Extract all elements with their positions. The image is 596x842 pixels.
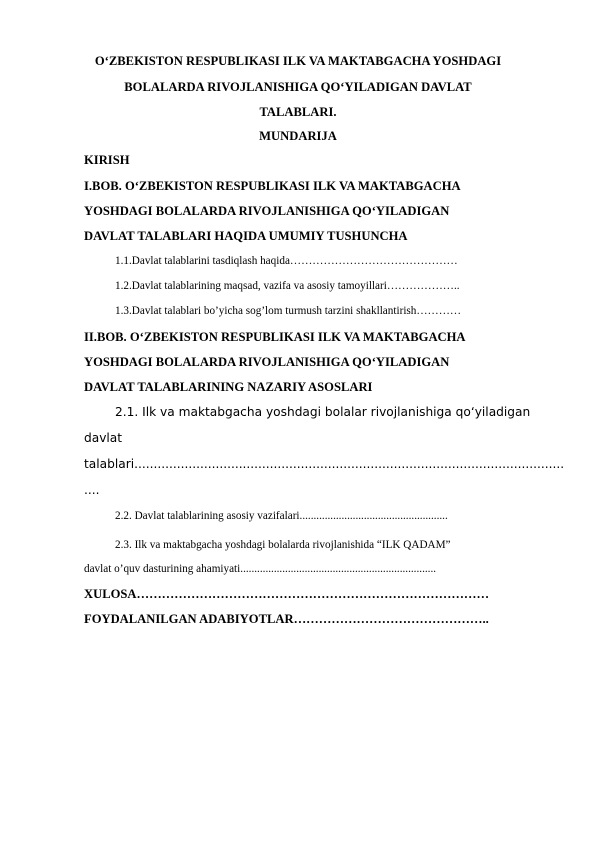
toc-chapter-1-line-3: DAVLAT TALABLARI HAQIDA UMUMIY TUSHUNCHA	[84, 229, 408, 243]
toc-references: FOYDALANILGAN ADABIYOTLAR………………………………………..	[84, 612, 489, 626]
toc-item-2-1-line-3: talablari...............................................................................................................	[84, 457, 565, 471]
toc-chapter-2-line-3: DAVLAT TALABLARINING NAZARIY ASOSLARI	[84, 380, 373, 394]
document-title-line-2: BOLALARDA RIVOJLANISHIGA QO‘YILADIGAN DAVLAT	[124, 80, 472, 94]
toc-item-2-3-line-1: 2.3. Ilk va maktabgacha yoshdagi bolalarda rivojlanishida “ILK QADAM”	[115, 539, 451, 551]
toc-item-1-2: 1.2.Davlat talablarining maqsad, vazifa va asosiy tamoyillari………………..	[115, 280, 460, 292]
toc-chapter-2-line-1: II.BOB. O‘ZBEKISTON RESPUBLIKASI ILK VA MAKTABGACHA	[84, 330, 466, 344]
document-title-line-3: TALABLARI.	[259, 105, 337, 119]
toc-item-1-1: 1.1.Davlat talablarini tasdiqlash haqida………………………………………	[115, 255, 458, 267]
toc-chapter-1-line-2: YOSHDAGI BOLALARDA RIVOJLANISHIGA QO‘YILADIGAN	[84, 204, 450, 218]
toc-introduction: KIRISH	[84, 153, 130, 167]
toc-item-2-3-line-2: davlat o’quv dasturining ahamiyati......................................................................	[84, 563, 437, 575]
document-title-line-1: O‘ZBEKISTON RESPUBLIKASI ILK VA MAKTABGACHA YOSHDAGI	[94, 54, 502, 68]
toc-item-2-2: 2.2. Davlat talablarining asosiy vazifalari.....................................................	[115, 510, 448, 522]
toc-conclusion: XULOSA…………………………………………………………………………	[84, 587, 490, 601]
toc-item-2-1-line-1: 2.1. Ilk va maktabgacha yoshdagi bolalar rivojlanishiga qo‘yiladigan	[115, 405, 531, 419]
toc-chapter-1-line-1: I.BOB. O‘ZBEKISTON RESPUBLIKASI ILK VA MAKTABGACHA	[84, 179, 461, 193]
toc-chapter-2-line-2: YOSHDAGI BOLALARDA RIVOJLANISHIGA QO‘YILADIGAN	[84, 355, 450, 369]
toc-item-2-1-line-4: ....	[84, 483, 100, 497]
toc-item-2-1-line-2: davlat	[84, 431, 123, 445]
toc-item-1-3: 1.3.Davlat talablari bo’yicha sog’lom turmush tarzini shakllantirish…………	[115, 305, 462, 317]
contents-heading: MUNDARIJA	[259, 129, 337, 143]
